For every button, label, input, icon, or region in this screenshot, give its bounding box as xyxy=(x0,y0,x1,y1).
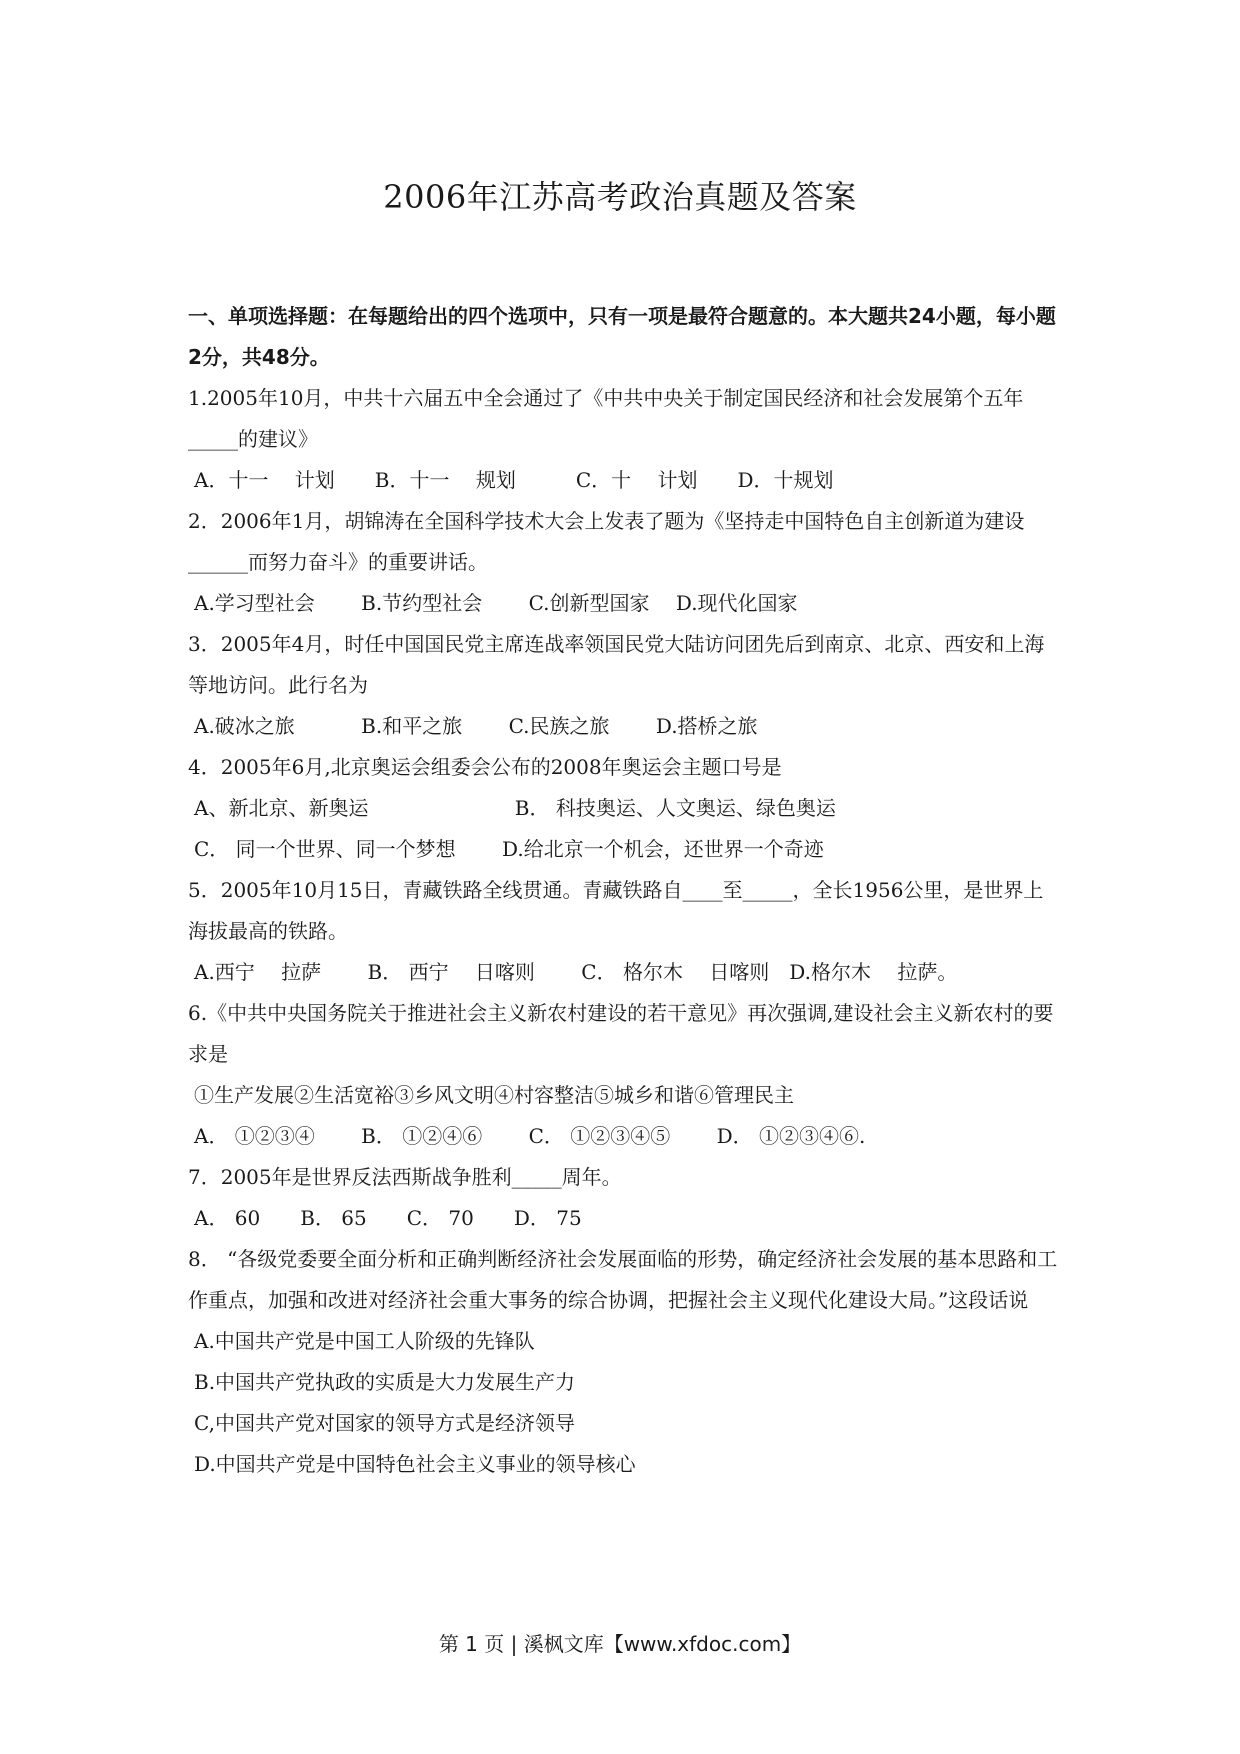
question-options: A.西宁 拉萨 B． 西宁 日喀则 C． 格尔木 日喀则 D.格尔木 拉萨。 xyxy=(194,960,958,984)
question-item xyxy=(188,501,1058,624)
question-options: D.中国共产党是中国特色社会主义事业的领导核心 xyxy=(194,1452,636,1476)
question-item xyxy=(188,1239,1058,1485)
question-stem: 5．2005年10月15日，青藏铁路全线贯通。青藏铁路自____至_____，全长1956公里，是世界上海拔最高的铁路。 xyxy=(188,878,1044,943)
question-options: ①生产发展②生活宽裕③乡风文明④村容整洁⑤城乡和谐⑥管理民主 xyxy=(194,1083,794,1107)
question-item xyxy=(188,1157,1058,1239)
page-footer: 第 1 页 | 溪枫文库【www.xfdoc.com】 xyxy=(438,1632,802,1656)
question-item xyxy=(188,624,1058,747)
question-options: A.中国共产党是中国工人阶级的先锋队 xyxy=(194,1329,535,1353)
document-body xyxy=(188,296,1058,1485)
question-options: C． 同一个世界、同一个梦想 D.给北京一个机会，还世界一个奇迹 xyxy=(194,837,824,861)
question-stem: 2．2006年1月，胡锦涛在全国科学技术大会上发表了题为《坚持走中国特色自主创新道为建设______而努力奋斗》的重要讲话。 xyxy=(188,509,1025,574)
question-options: B.中国共产党执政的实质是大力发展生产力 xyxy=(194,1370,576,1394)
question-item xyxy=(188,870,1058,993)
question-options: A.破冰之旅 B.和平之旅 C.民族之旅 D.搭桥之旅 xyxy=(194,714,758,738)
question-item xyxy=(188,993,1058,1157)
question-stem: 4．2005年6月,北京奥运会组委会公布的2008年奥运会主题口号是 xyxy=(188,755,782,779)
question-stem: 3．2005年4月，时任中国国民党主席连战率领国民党大陆访问团先后到南京、北京、西安和上海等地访问。此行名为 xyxy=(188,632,1045,697)
question-item xyxy=(188,747,1058,870)
question-stem: 6.《中共中央国务院关于推进社会主义新农村建设的若干意见》再次强调,建设社会主义新农村的要求是 xyxy=(188,1001,1054,1066)
question-item xyxy=(188,378,1058,501)
section-header: 一、单项选择题：在每题给出的四个选项中，只有一项是最符合题意的。本大题共24小题，每小题2分，共48分。 xyxy=(188,304,1056,369)
question-stem: 1.2005年10月，中共十六届五中全会通过了《中共中央关于制定国民经济和社会发展第个五年_____的建议》 xyxy=(188,386,1024,451)
question-list xyxy=(188,378,1058,1485)
question-options: A、新北京、新奥运 B． 科技奥运、人文奥运、绿色奥运 xyxy=(194,796,836,820)
question-options: C,中国共产党对国家的领导方式是经济领导 xyxy=(194,1411,575,1435)
question-options: A． 60 B． 65 C． 70 D． 75 xyxy=(194,1206,582,1230)
question-options: A． ①②③④ B． ①②④⑥ C． ①②③④⑤ D． ①②③④⑥. xyxy=(194,1124,866,1148)
question-options: A.学习型社会 B.节约型社会 C.创新型国家 D.现代化国家 xyxy=(194,591,798,615)
document-title: 2006年江苏高考政治真题及答案 xyxy=(383,178,857,216)
question-options: A．十一 计划 B．十一 规划 C．十 计划 D．十规划 xyxy=(194,468,834,492)
question-stem: 8． “各级党委要全面分析和正确判断经济社会发展面临的形势，确定经济社会发展的基本思路和工作重点，加强和改进对经济社会重大事务的综合协调，把握社会主义现代化建设大局。”这段话说 xyxy=(188,1247,1058,1312)
question-stem: 7．2005年是世界反法西斯战争胜利_____周年。 xyxy=(188,1165,622,1189)
